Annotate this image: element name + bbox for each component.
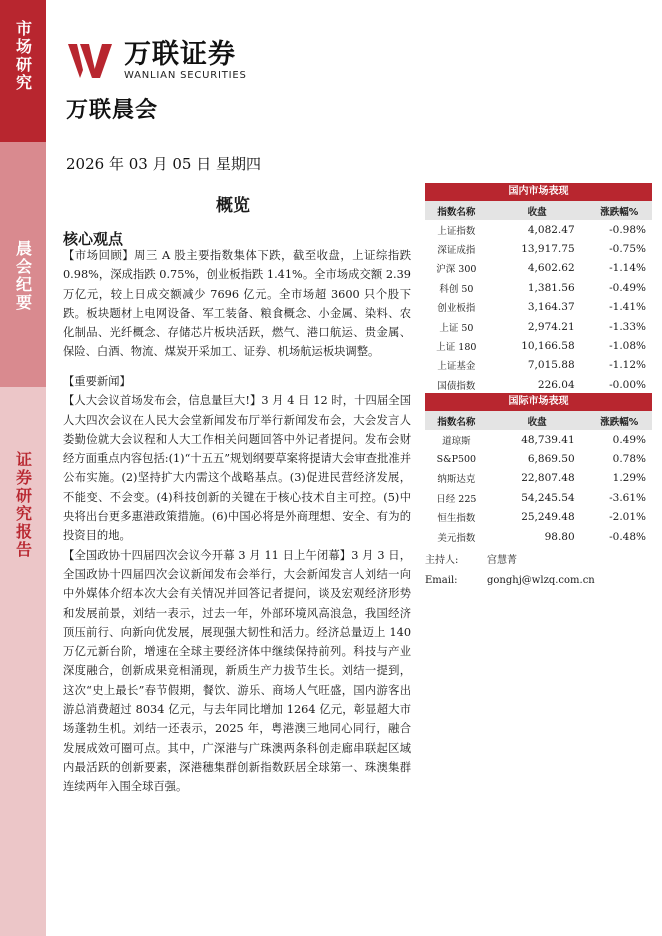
table-row [425, 220, 652, 239]
change-pct-cell: -1.33% [609, 320, 646, 333]
table-row [425, 488, 652, 507]
logo-english-name: WANLIAN SECURITIES [124, 70, 247, 81]
change-pct-cell: -0.49% [609, 281, 646, 294]
index-name-cell: 沪深 300 [436, 264, 477, 276]
index-name-cell: 美元指数 [437, 532, 476, 544]
table-row [425, 336, 652, 355]
index-name-cell: 上证基金 [437, 361, 476, 373]
overview-heading: 概览 [216, 196, 250, 216]
column-header-close: 收盘 [488, 201, 587, 220]
sidebar-label: 证券研究报告 [13, 451, 33, 559]
table-row [425, 508, 652, 527]
index-name-cell: 深证成指 [437, 245, 476, 257]
close-value-cell: 98.80 [544, 530, 575, 543]
news-heading: 【重要新闻】 [63, 375, 131, 388]
change-pct-cell: -1.12% [609, 359, 646, 372]
column-header-change: 涨跌幅% [587, 201, 652, 220]
sidebar-section-morning-notes [0, 142, 46, 387]
column-header-change: 涨跌幅% [587, 411, 652, 430]
index-name-cell: 上证 180 [436, 342, 477, 354]
change-pct-cell: -0.98% [609, 223, 646, 236]
change-pct-cell: -3.61% [609, 491, 646, 504]
core-views-heading: 核心观点 [63, 230, 124, 248]
close-value-cell: 7,015.88 [527, 359, 575, 372]
index-name-cell: 道琼斯 [442, 435, 471, 447]
table-row [425, 375, 652, 394]
change-pct-cell: -0.48% [609, 530, 646, 543]
index-name-cell: S&P500 [436, 453, 477, 465]
change-pct-cell: 1.29% [612, 472, 646, 485]
sidebar-label: 晨会纪要 [13, 240, 33, 312]
close-value-cell: 48,739.41 [521, 433, 575, 446]
column-header-index: 指数名称 [425, 201, 488, 220]
table-row [425, 278, 652, 297]
close-value-cell: 4,602.62 [527, 262, 575, 275]
host-name: 宫慧菁 [487, 555, 517, 566]
table-row [425, 356, 652, 375]
close-value-cell: 3,164.37 [527, 301, 575, 314]
index-name-cell: 上证 50 [439, 322, 474, 334]
close-value-cell: 2,974.21 [527, 320, 575, 333]
close-value-cell: 25,249.48 [521, 511, 575, 524]
sidebar-label: 市场研究 [13, 20, 33, 92]
change-pct-cell: -0.75% [609, 243, 646, 256]
host-label: 主持人: [425, 555, 459, 566]
close-value-cell: 6,869.50 [527, 453, 575, 466]
host-email: gonghj@wlzq.com.cn [487, 575, 595, 586]
close-value-cell: 10,166.58 [521, 340, 575, 353]
close-value-cell: 54,245.54 [521, 491, 575, 504]
change-pct-cell: -1.41% [609, 301, 646, 314]
international-market-table [425, 393, 652, 546]
news-item-cppcc-session: 【全国政协十四届四次会议今开幕 3 月 11 日上午闭幕】3 月 3 日，全国政协十四届四次会议新闻发布会举行，大会新闻发言人刘结一向中外媒体介绍本次大会有关情况并回答记者提问，谈及宏观经济形势和发展前景，刘结一表示，过去一年，外部环境风高浪急，我国经济顶压前行、向新向优发展，展现强大韧性和活力。经济总量迈上 140 万亿元新台阶，增速在全球主要经济体中继续保持前列。科技与产业深度融合，创新成果竞相涌现，新质生产力拔节生长。刘结一提到，这次“史上最长”春节假期，餐饮、游乐、商场人气旺盛，国内游客出游总消费超过 8034 亿元，与去年同比增加 1264 亿元，彰显超大市场蓬勃生机。刘结一还表示，2025 年，粤港澳三地同心同行，融合发展成效可圈可点。其中，广深港与广珠澳两条科创走廊串联起区域内最活跃的创新要素，深港穗集群创新指数跃居全球第一、珠澳集群连续两年入围全球百强。 [63, 548, 411, 794]
domestic-table-caption: 国内市场表现 [425, 183, 652, 201]
index-name-cell: 日经 225 [436, 493, 477, 505]
change-pct-cell: 0.49% [612, 433, 646, 446]
sidebar [0, 0, 46, 936]
change-pct-cell: -2.01% [609, 511, 646, 524]
news-section [63, 372, 411, 797]
index-name-cell: 创业板指 [437, 303, 476, 315]
close-value-cell: 22,807.48 [521, 472, 575, 485]
international-table-caption: 国际市场表现 [425, 393, 652, 411]
change-pct-cell: -1.14% [609, 262, 646, 275]
close-value-cell: 4,082.47 [527, 223, 575, 236]
column-header-index: 指数名称 [425, 411, 488, 430]
wanlian-logo-icon [66, 40, 118, 82]
report-title: 万联晨会 [66, 97, 159, 123]
table-row [425, 259, 652, 278]
email-label: Email: [425, 575, 458, 586]
table-row [425, 527, 652, 546]
table-row [425, 239, 652, 258]
index-name-cell: 纳斯达克 [437, 474, 476, 486]
sidebar-section-market-research [0, 0, 46, 142]
index-name-cell: 科创 50 [439, 283, 474, 295]
change-pct-cell: -0.00% [609, 378, 646, 391]
table-row [425, 430, 652, 449]
report-date: 2026 年 03 月 05 日 星期四 [66, 155, 261, 173]
sidebar-section-research-report [0, 387, 46, 936]
table-row [425, 469, 652, 488]
table-row [425, 298, 652, 317]
index-name-cell: 上证指数 [437, 225, 476, 237]
index-name-cell: 国债指数 [437, 380, 476, 392]
company-logo [66, 40, 247, 82]
market-review-paragraph: 【市场回顾】周三 A 股主要指数集体下跌，截至收盘，上证综指跌 0.98%，深成指跌 0.75%，创业板指跌 1.41%。全市场成交额 2.39 万亿元，较上日成交额减少 7696 亿元。全市场超 3600 只个股下跌。板块题材上电网设备、军工装备、粮食概念、小金属、染料、农化制品、光纤概念、存储芯片板块活跃，燃气、港口航运、贵金属、保险、白酒、物流、煤炭开采加工、证券、机场航运板块调整。 [63, 249, 411, 359]
logo-chinese-name: 万联证券 [124, 39, 236, 70]
domestic-market-table [425, 183, 652, 395]
table-row [425, 449, 652, 468]
news-item-npc-press: 【人大会议首场发布会，信息量巨大!】3 月 4 日 12 时，十四届全国人大四次会议在人民大会堂新闻发布厅举行新闻发布会，大会发言人娄勤俭就大会议程和人大工作相关问题回答中外记者提问。发布会财经方面重点内容包括:(1)“十五五”规划纲要草案将提请大会审查批准并公布实施。(2)坚持扩大内需这个战略基点。(3)促进民营经济发展，不能变、不会变。(4)科技创新的关键在于核心技术自主可控。(5)中央将出台更多惠港政策措施。(6)中国必将是外商理想、安全、有为的投资目的地。 [63, 394, 411, 543]
index-name-cell: 恒生指数 [437, 513, 476, 525]
column-header-close: 收盘 [488, 411, 587, 430]
table-row [425, 317, 652, 336]
change-pct-cell: 0.78% [612, 453, 646, 466]
host-info [425, 551, 595, 591]
close-value-cell: 13,917.75 [521, 243, 575, 256]
change-pct-cell: -1.08% [609, 340, 646, 353]
close-value-cell: 1,381.56 [527, 281, 575, 294]
close-value-cell: 226.04 [537, 378, 575, 391]
